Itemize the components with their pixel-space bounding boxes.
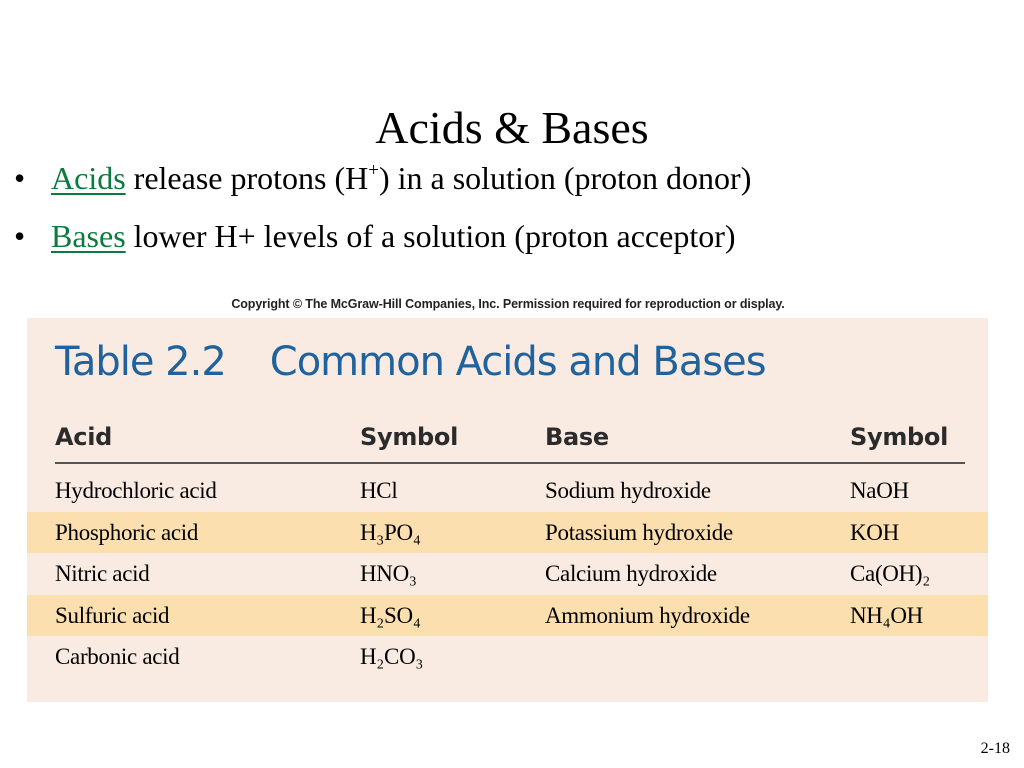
acid-symbol: HNO₃ [360, 561, 417, 586]
table-figure [27, 318, 988, 702]
header-base-symbol: Symbol [850, 423, 949, 451]
page-number: 2-18 [980, 740, 1010, 757]
acid-name: Nitric acid [55, 561, 150, 586]
acid-symbol: HCl [360, 478, 398, 503]
table-number: Table 2.2 [55, 339, 226, 385]
table-heading [55, 338, 766, 386]
table-header-row [27, 418, 988, 460]
bullet-dot: • [14, 218, 26, 254]
table-body [27, 470, 988, 678]
bases-link[interactable]: Bases [51, 218, 126, 254]
proton-charge: + [368, 160, 379, 182]
bullet-dot: • [14, 160, 26, 196]
copyright-notice: Copyright © The McGraw-Hill Companies, Inc. Permission required for reproduction or display. [231, 297, 785, 311]
header-rule [55, 462, 965, 464]
table-row [27, 470, 988, 512]
acid-name: Phosphoric acid [55, 519, 199, 545]
base-name: Ammonium hydroxide [545, 602, 750, 628]
bullet-bases [14, 216, 751, 256]
acids-text: release protons (H [125, 160, 369, 196]
bullet-acids [14, 158, 751, 198]
table-title: Common Acids and Bases [269, 339, 766, 385]
base-name: Sodium hydroxide [545, 478, 711, 503]
header-acid-symbol: Symbol [360, 423, 459, 451]
acids-link[interactable]: Acids [51, 160, 126, 196]
table-row [27, 553, 988, 595]
base-symbol: NaOH [850, 478, 909, 503]
base-symbol: KOH [850, 519, 899, 545]
header-base: Base [545, 423, 609, 451]
base-name: Potassium hydroxide [545, 519, 733, 545]
bases-text: lower H+ levels of a solution (proton acceptor) [125, 218, 736, 254]
acid-symbol: H₃PO₄ [360, 519, 421, 545]
base-name: Calcium hydroxide [545, 561, 717, 586]
table-row [27, 636, 988, 678]
header-acid: Acid [55, 423, 113, 451]
table-row [27, 512, 988, 554]
slide-title: Acids & Bases [375, 102, 649, 153]
base-symbol: Ca(OH)₂ [850, 561, 931, 586]
base-symbol: NH₄OH [850, 602, 923, 628]
acids-bases-table [27, 418, 988, 460]
acid-name: Carbonic acid [55, 644, 180, 669]
table-row [27, 595, 988, 637]
acids-text-end: ) in a solution (proton donor) [378, 160, 752, 196]
bullet-list [14, 158, 751, 274]
acid-name: Sulfuric acid [55, 602, 170, 628]
acid-name: Hydrochloric acid [55, 478, 217, 503]
acid-symbol: H₂SO₄ [360, 602, 421, 628]
acid-symbol: H₂CO₃ [360, 644, 424, 669]
